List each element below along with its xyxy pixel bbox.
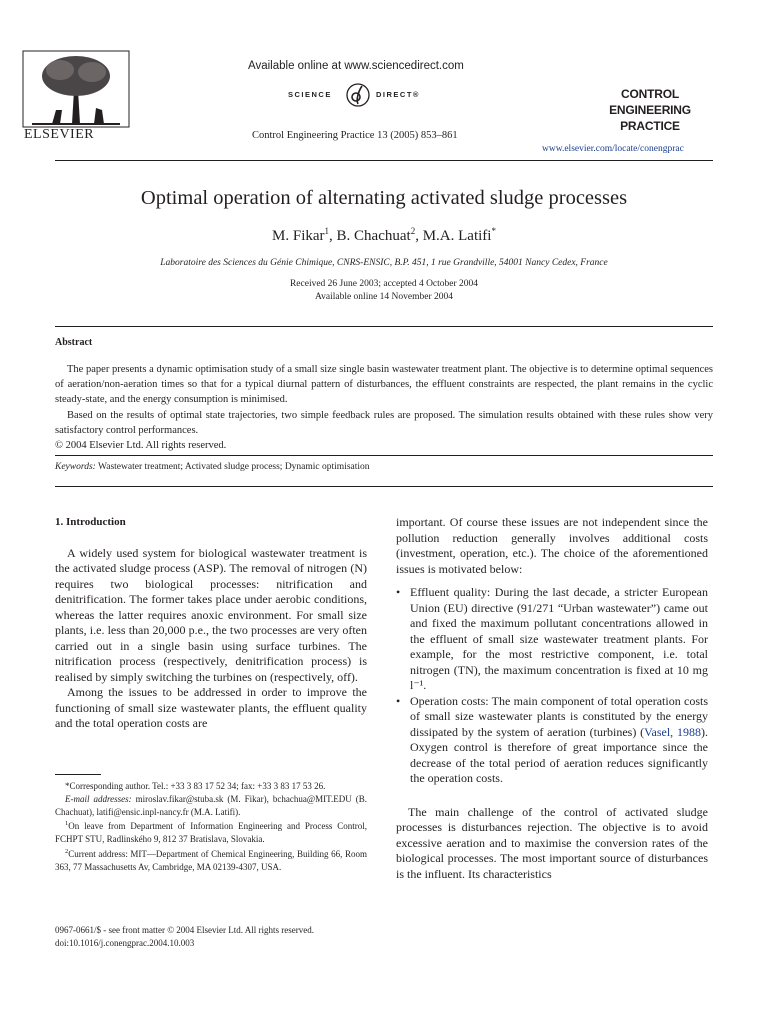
email-note <box>55 793 367 819</box>
keywords <box>55 462 370 472</box>
body-paragraph: important. Of course these issues are not independent since the pollution reduction generally involves additional costs (investment, operation, etc.). The choice of the aforementioned issues is motivated below: <box>396 515 708 576</box>
bullet-icon: • <box>396 585 401 599</box>
footnote-mark: 2 <box>65 847 69 855</box>
author-list: M. Fikar$^1$, B. Chachuat$^2$, M.A. Latifi* <box>272 226 496 244</box>
body-paragraph: A widely used system for biological wastewater treatment is the activated sludge process (ASP). The removal of nitrogen (N) requires two biological processes: nitrification and denitrification. The former takes place under aerobic conditions, whereas the latter requires anoxic environment. For small size plants, i.e. less than 20,000 p.e., the two processes are very often carried out in a single basin using surface turbines. The nitrification process (respectively, denitrification process) is realised by simply switching the turbines on (respectively, off). <box>55 545 367 684</box>
available-date: Available online 14 November 2004 <box>314 292 454 302</box>
email-text: miroslav.fikar@stuba.sk (M. Fikar), bchachua@MIT.EDU (B. Chachuat), latifi@ensic.inpl-nancy.fr (M.A. Latifi). <box>55 793 367 817</box>
body-paragraph: Among the issues to be addressed in order to improve the functioning of small size wastewater plants, the effluent quality and the total operation costs are <box>55 685 367 730</box>
abstract-body <box>55 362 713 453</box>
keywords-bottom-divider <box>55 486 713 487</box>
header-divider <box>55 160 713 161</box>
author-mark: * <box>491 226 496 236</box>
email-label: E-mail addresses: <box>65 793 132 804</box>
right-column <box>396 515 708 882</box>
affiliation: Laboratoire des Sciences du Génie Chimique, CNRS-ENSIC, B.P. 451, 1 rue Grandville, 54001 Nancy Cedex, France <box>160 258 608 268</box>
bullet-list <box>396 585 708 787</box>
bullet-text: ). Oxygen control is therefore of great importance since the decrease of the total period of aeration reduces significantly the operation costs. <box>410 724 708 785</box>
bullet-item <box>396 694 708 787</box>
footnote-text: Current address: MIT—Department of Chemical Engineering, Building 66, Room 363, 77 Massachusetts Av, Cambridge, MA 02139-4307, USA. <box>55 848 367 872</box>
footnote-divider <box>55 774 101 775</box>
journal-reference: Control Engineering Practice 13 (2005) 853–861 <box>252 130 458 141</box>
section-heading: 1. Introduction <box>55 516 126 528</box>
author-mark: 2 <box>410 226 416 236</box>
body-paragraph: The main challenge of the control of activated sludge processes is disturbances rejection. The objective is to avoid excessive aeration and to maximise the conversion rates of the biological processes. The most important source of disturbances is the influent. Its characteristics <box>396 804 708 881</box>
sciencedirect-logo <box>288 82 438 108</box>
corresponding-author-note: *Corresponding author. Tel.: +33 3 83 17 52 34; fax: +33 3 83 17 53 26. <box>65 781 326 791</box>
keywords-text: Wastewater treatment; Activated sludge process; Dynamic optimisation <box>98 462 370 472</box>
footnotes <box>55 780 367 874</box>
footnote-text: On leave from Department of Information Engineering and Process Control, FCHPT STU, Radlinského 9, 812 37 Bratislava, Slovakia. <box>55 821 367 845</box>
keywords-top-divider <box>55 455 713 456</box>
abstract-copyright: © 2004 Elsevier Ltd. All rights reserved. <box>55 440 227 452</box>
bullet-text: Operation costs: The main component of total operation costs of small size wastewater plants is constituted by the energy dissipated by the system of aeration (turbines) ( <box>410 693 708 739</box>
bullet-item <box>396 585 708 694</box>
article-title: Optimal operation of alternating activated sludge processes <box>140 187 628 209</box>
sciencedirect-left-word: SCIENCE <box>288 90 332 99</box>
author-name: B. Chachuat <box>336 228 411 244</box>
author-name: M.A. Latifi <box>422 228 492 244</box>
journal-name-line-2: PRACTICE <box>620 119 680 133</box>
sciencedirect-right-word: DIRECT® <box>376 90 420 99</box>
bottom-meta <box>55 924 314 949</box>
issn-line: 0967-0661/$ - see front matter © 2004 Elsevier Ltd. All rights reserved. <box>55 925 315 935</box>
bullet-icon: • <box>396 693 401 708</box>
bullet-text: Effluent quality: During the last decade, a stricter European Union (EU) directive (91/271 “Urban wastewater”) came out and fixed the maximum pollutant concentrations allowed in the effluent of small size wastewater treatment plants. For example, for the most restrictive component, i.e. total nitrogen (TN), the maximum concentration is fixed at 10 mg l⁻¹. <box>410 585 708 692</box>
doi-line: doi:10.1016/j.conengprac.2004.10.003 <box>55 937 195 948</box>
author-name: M. Fikar <box>272 228 325 244</box>
journal-name <box>590 86 710 134</box>
footnote-1 <box>55 818 367 846</box>
author-mark: 1 <box>324 226 330 236</box>
abstract-paragraph: Based on the results of optimal state trajectories, two simple feedback rules are proposed. The simulation results obtained with these rules show very satisfactory control performances. <box>55 409 713 436</box>
abstract-top-divider <box>55 326 713 327</box>
sciencedirect-d-icon <box>344 82 372 108</box>
dates <box>55 278 713 304</box>
journal-url-link[interactable]: www.elsevier.com/locate/conengprac <box>542 144 684 154</box>
available-online-text: Available online at www.sciencedirect.com <box>248 60 464 72</box>
journal-name-line-1: CONTROL ENGINEERING <box>609 87 691 117</box>
footnote-2 <box>55 846 367 874</box>
left-column <box>55 515 367 732</box>
abstract-paragraph: The paper presents a dynamic optimisation study of a small size single basin wastewater treatment plant. The objective is to determine optimal sequences of aeration/non-aeration times so that for a typical diurnal pattern of disturbances, the effluent constraints are respected, the plant remains in the cyclic steady-state, and the energy consumption is minimised. <box>55 364 713 406</box>
citation-link[interactable]: Vasel, 1988 <box>644 724 701 739</box>
abstract-heading: Abstract <box>55 337 93 348</box>
publisher-name: ELSEVIER <box>24 127 95 142</box>
keywords-label: Keywords: <box>55 462 96 472</box>
received-date: Received 26 June 2003; accepted 4 October 2004 <box>289 279 479 289</box>
footnote-mark: 1 <box>65 820 69 828</box>
